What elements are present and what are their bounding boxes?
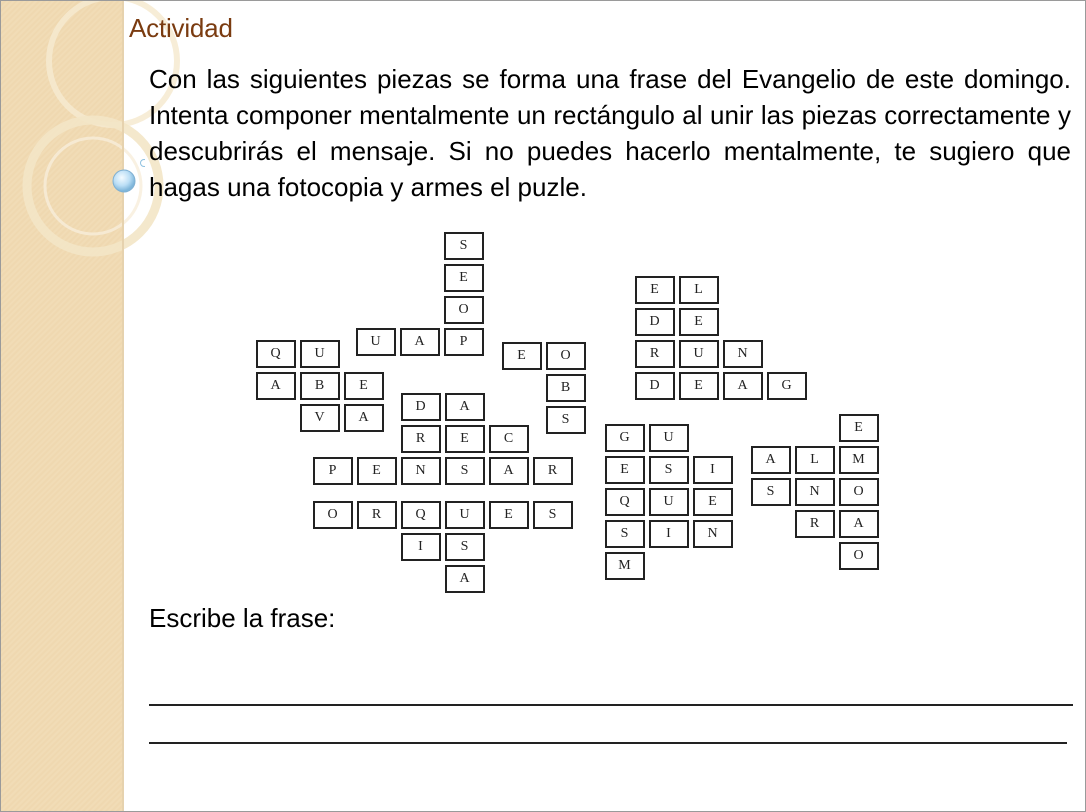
puzzle-cell: D <box>635 308 675 336</box>
puzzle-cell: L <box>795 446 835 474</box>
puzzle-cell: U <box>356 328 396 356</box>
puzzle-cell: A <box>400 328 440 356</box>
puzzle-cell: C <box>489 425 529 453</box>
puzzle-cell: A <box>445 393 485 421</box>
puzzle-cell: A <box>839 510 879 538</box>
puzzle-cell: N <box>693 520 733 548</box>
puzzle-cell: E <box>502 342 542 370</box>
puzzle-cell: E <box>839 414 879 442</box>
puzzle-cell: S <box>445 533 485 561</box>
page-title: Actividad <box>129 13 233 43</box>
puzzle-cell: N <box>795 478 835 506</box>
puzzle-cell: P <box>444 328 484 356</box>
puzzle-cell: S <box>445 457 485 485</box>
puzzle-cell: U <box>300 340 340 368</box>
puzzle-cell: V <box>300 404 340 432</box>
puzzle-cell: R <box>795 510 835 538</box>
instructions-paragraph: Con las siguientes piezas se forma una frase del Evangelio de este domingo. Intenta componer mentalmente un rectángulo al unir las piezas correctamente y descubrirás el mensaje. Si no puedes hacerlo mentalmente, te sugiero que hagas una fotocopia y armes el puzle. <box>149 64 1071 202</box>
puzzle-cell: E <box>489 501 529 529</box>
puzzle-cell: U <box>649 488 689 516</box>
puzzle-cell: P <box>313 457 353 485</box>
puzzle-cell: L <box>679 276 719 304</box>
puzzle-cell: G <box>767 372 807 400</box>
puzzle-cell: M <box>605 552 645 580</box>
puzzle-cell: O <box>839 478 879 506</box>
puzzle-cell: Q <box>256 340 296 368</box>
puzzle-cell: A <box>723 372 763 400</box>
puzzle-cell: U <box>679 340 719 368</box>
puzzle-cell: N <box>401 457 441 485</box>
puzzle-cell: S <box>649 456 689 484</box>
puzzle-cell: R <box>533 457 573 485</box>
puzzle-cell: R <box>635 340 675 368</box>
puzzle-cell: B <box>546 374 586 402</box>
puzzle-cell: E <box>679 308 719 336</box>
puzzle-cell: E <box>444 264 484 292</box>
puzzle-cell: A <box>344 404 384 432</box>
write-phrase-prompt: Escribe la frase: <box>149 603 336 633</box>
puzzle-cell: E <box>693 488 733 516</box>
puzzle-cell: E <box>605 456 645 484</box>
puzzle-cell: U <box>445 501 485 529</box>
puzzle-cell: O <box>444 296 484 324</box>
puzzle-cell: M <box>839 446 879 474</box>
puzzle-cell: O <box>839 542 879 570</box>
puzzle-cell: S <box>546 406 586 434</box>
puzzle-cell: S <box>751 478 791 506</box>
puzzle-cell: S <box>444 232 484 260</box>
puzzle-cell: A <box>489 457 529 485</box>
puzzle-area <box>1 1 1086 812</box>
puzzle-cell: Q <box>605 488 645 516</box>
puzzle-cell: S <box>533 501 573 529</box>
puzzle-cell: E <box>635 276 675 304</box>
puzzle-cell: E <box>344 372 384 400</box>
puzzle-cell: R <box>357 501 397 529</box>
puzzle-cell: U <box>649 424 689 452</box>
answer-line[interactable] <box>149 704 1073 706</box>
puzzle-cell: A <box>751 446 791 474</box>
puzzle-cell: O <box>546 342 586 370</box>
puzzle-cell: B <box>300 372 340 400</box>
puzzle-cell: D <box>401 393 441 421</box>
puzzle-cell: R <box>401 425 441 453</box>
puzzle-cell: I <box>401 533 441 561</box>
puzzle-cell: G <box>605 424 645 452</box>
puzzle-cell: E <box>679 372 719 400</box>
puzzle-cell: I <box>649 520 689 548</box>
puzzle-cell: N <box>723 340 763 368</box>
puzzle-cell: E <box>445 425 485 453</box>
puzzle-cell: A <box>445 565 485 593</box>
puzzle-cell: O <box>313 501 353 529</box>
puzzle-cell: E <box>357 457 397 485</box>
answer-line[interactable] <box>149 742 1067 744</box>
puzzle-cell: Q <box>401 501 441 529</box>
puzzle-cell: D <box>635 372 675 400</box>
puzzle-cell: A <box>256 372 296 400</box>
puzzle-cell: S <box>605 520 645 548</box>
puzzle-cell: I <box>693 456 733 484</box>
